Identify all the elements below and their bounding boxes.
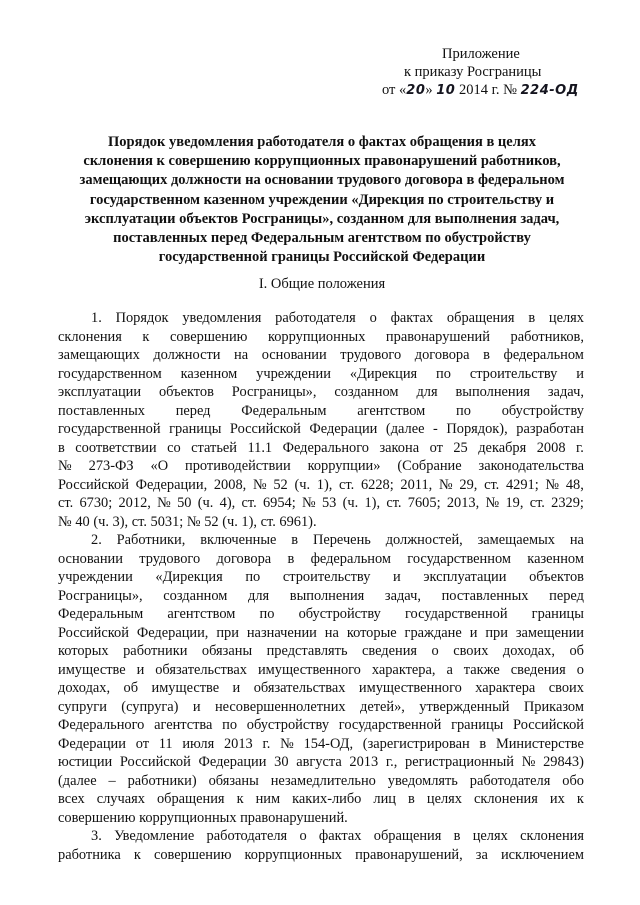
body-line: № 40 (ч. 3), ст. 5031; № 52 (ч. 1), ст. 6961).: [58, 513, 317, 530]
date-separator: »: [425, 82, 437, 98]
body-line: совершению коррупционных правонарушений.: [58, 809, 348, 826]
body-line: Российской Федерации, 2008, № 52 (ч. 1), ст. 6228; 2011, № 29, ст. 4291; № 48,: [58, 476, 584, 493]
body-line: замещающих должности на основании трудового договора в федеральном: [58, 347, 584, 363]
body-line: государственном казенном учреждении «Дирекция по строительству и: [58, 365, 584, 382]
title-line: Порядок уведомления работодателя о фактах обращения в целях: [108, 134, 536, 150]
order-date-line: [380, 81, 620, 100]
document-title: [52, 133, 592, 267]
body-line: доходах, об имуществе и обязательствах имущественного характера своих: [58, 680, 584, 696]
body-line: № 273-ФЗ «О противодействии коррупции» (Собрание законодательства: [58, 458, 584, 474]
body-line: основании трудового договора в федеральном государственном казенном: [58, 550, 584, 567]
paragraph: [58, 309, 584, 531]
year-and-number-label: 2014 г. №: [455, 82, 521, 98]
body-line: имуществе и обязательствах имущественного характера, а также сведения о: [58, 661, 584, 678]
handwritten-order-number: 224-ОД: [520, 83, 579, 98]
title-line: замещающих должности на основании трудового договора в федеральном: [79, 172, 565, 189]
title-line: эксплуатации объектов Росграницы», созданном для выполнения задач,: [84, 210, 560, 227]
title-line: поставленных перед Федеральным агентством по обустройству: [113, 230, 531, 247]
body-line: государственной границы Российской Федерации (далее - Порядок), разработан: [58, 421, 584, 437]
title-line: склонения к совершению коррупционных правонарушений работников,: [83, 153, 561, 170]
body-line: которых работники обязаны представлять сведения о своих доходах, об: [58, 643, 584, 659]
body-line: (далее – работники) обязаны незамедлительно уведомлять работодателя обо: [58, 772, 584, 789]
body-line: юстиции Российской Федерации 30 августа 2013 г., регистрационный № 29843): [58, 754, 584, 770]
body-line: 2. Работники, включенные в Перечень должностей, замещаемых на: [91, 532, 584, 548]
appendix-label: Приложение: [442, 46, 520, 62]
document-body: [58, 309, 584, 864]
body-line: всех случаях обращения к ним каких-либо лиц в целях склонения их к: [58, 791, 584, 807]
body-line: склонения к совершению коррупционных правонарушений работников,: [58, 328, 584, 345]
body-line: в соответствии со статьей 11.1 Федерального закона от 25 декабря 2008 г.: [58, 439, 584, 456]
body-line: учреждении «Дирекция по строительству и эксплуатации объектов: [58, 569, 584, 585]
body-line: супруги (супруга) и несовершеннолетних детей», утвержденный Приказом: [58, 698, 584, 715]
title-line: государственном казенном учреждении «Дирекция по строительству и: [89, 191, 555, 208]
body-line: 3. Уведомление работодателя о фактах обращения в целях склонения: [91, 828, 584, 844]
body-line: 1. Порядок уведомления работодателя о фактах обращения в целях: [91, 310, 584, 326]
paragraph: [58, 827, 584, 864]
body-line: Росграницы», созданном для выполнения задач, поставленных перед: [58, 587, 584, 604]
order-reference: к приказу Росграницы: [404, 64, 542, 80]
body-line: Федерального агентства по обустройству государственной границы Российской: [58, 717, 584, 733]
handwritten-day: 20: [406, 83, 426, 98]
appendix-header: [380, 45, 620, 100]
body-line: Российской Федерации, при назначении на которые граждане и при замещении: [58, 624, 584, 641]
section-heading: I. Общие положения: [258, 276, 386, 292]
body-line: Федерации от 11 июля 2013 г. № 154-ОД, (зарегистрирован в Министерстве: [58, 735, 584, 752]
date-prefix: от «: [382, 82, 407, 98]
body-line: эксплуатации объектов Росграницы», созданном для выполнения задач,: [58, 384, 584, 400]
body-line: Федеральным агентством по обустройству государственной границы: [58, 606, 584, 622]
body-line: поставленных перед Федеральным агентством по обустройству: [58, 402, 584, 419]
paragraph: [58, 531, 584, 827]
body-line: работника к совершению коррупционных правонарушений, за исключением: [58, 846, 584, 863]
body-line: ст. 6730; 2012, № 50 (ч. 4), ст. 6954; № 53 (ч. 1), ст. 7605; 2013, № 19, ст. 2329;: [58, 495, 584, 511]
title-line: государственной границы Российской Федерации: [158, 249, 486, 266]
handwritten-month: 10: [436, 83, 456, 98]
